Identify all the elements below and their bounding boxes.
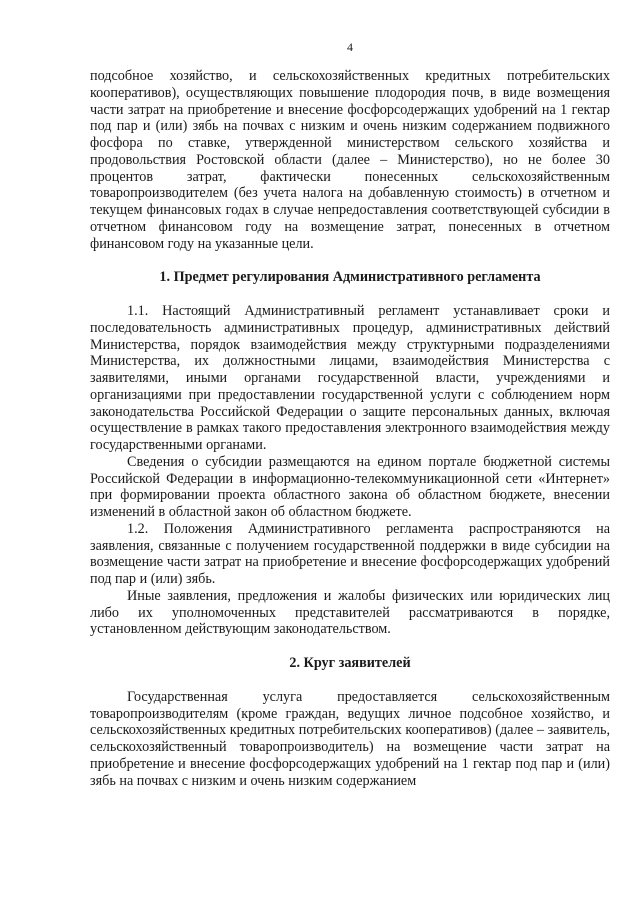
document-page <box>90 40 610 789</box>
intro-paragraph: подсобное хозяйство, и сельскохозяйственных кредитных потребительских кооперативов), осуществляющих повышение плодородия почв, в виде возмещения части затрат на приобретение и внесение фосфорсодержащих удобрений на 1 гектар под пар и (или) зябь на почвах с низким и очень низким содержанием подвижного фосфора по ставке, утвержденной министерством сельского хозяйства и продовольствия Ростовской области (далее – Министерство), но не более 30 процентов затрат, фактически понесенных сельскохозяйственным товаропроизводителем (без учета налога на добавленную стоимость) в отчетном и текущем финансовых годах в случае непредоставления соответствующей субсидии в отчетном финансовом году на возмещение затрат, понесенных в отчетном финансовом году на указанные цели. <box>90 68 610 252</box>
page-number: 4 <box>347 40 353 54</box>
section-1-paragraph-4: Иные заявления, предложения и жалобы физических или юридических лиц либо их уполномоченных представителей рассматриваются в порядке, установленном действующим законодательством. <box>90 587 610 638</box>
section-1-paragraph-3: 1.2. Положения Административного регламента распространяются на заявления, связанные с получением государственной поддержки в виде субсидии на возмещение части затрат на приобретение и внесение фосфорсодержащих удобрений под пар и (или) зябь. <box>90 520 610 587</box>
section-2-paragraph-1: Государственная услуга предоставляется сельскохозяйственным товаропроизводителям (кроме граждан, ведущих личное подсобное хозяйство, и сельскохозяйственных кредитных потребительских кооперативов) (далее – заявитель, сельскохозяйственный товаропроизводитель) на возмещение части затрат на приобретение и внесение фосфорсодержащих удобрений на 1 гектар под пар и (или) зябь на почвах с низким и очень низким содержанием <box>90 688 610 789</box>
section-2-heading: 2. Круг заявителей <box>289 655 411 671</box>
section-1-paragraph-2: Сведения о субсидии размещаются на едином портале бюджетной системы Российской Федерации в информационно-телекоммуникационной сети «Интернет» при формировании проекта областного закона об областном бюджете, внесении изменений в областной закон об областном бюджете. <box>90 453 610 520</box>
section-1-paragraph-1: 1.1. Настоящий Административный регламент устанавливает сроки и последовательность административных процедур, административных действий Министерства, порядок взаимодействия между структурными подразделениями Министерства, их должностными лицами, взаимодействия Министерства с заявителями, иными органами государственной власти, учреждениями и организациями при предоставлении государственной услуги с соблюдением норм законодательства Российской Федерации о защите персональных данных, включая осуществление в рамках такого предоставления электронного взаимодействия между государственными органами. <box>90 303 610 453</box>
section-1-heading: 1. Предмет регулирования Административного регламента <box>159 269 541 286</box>
